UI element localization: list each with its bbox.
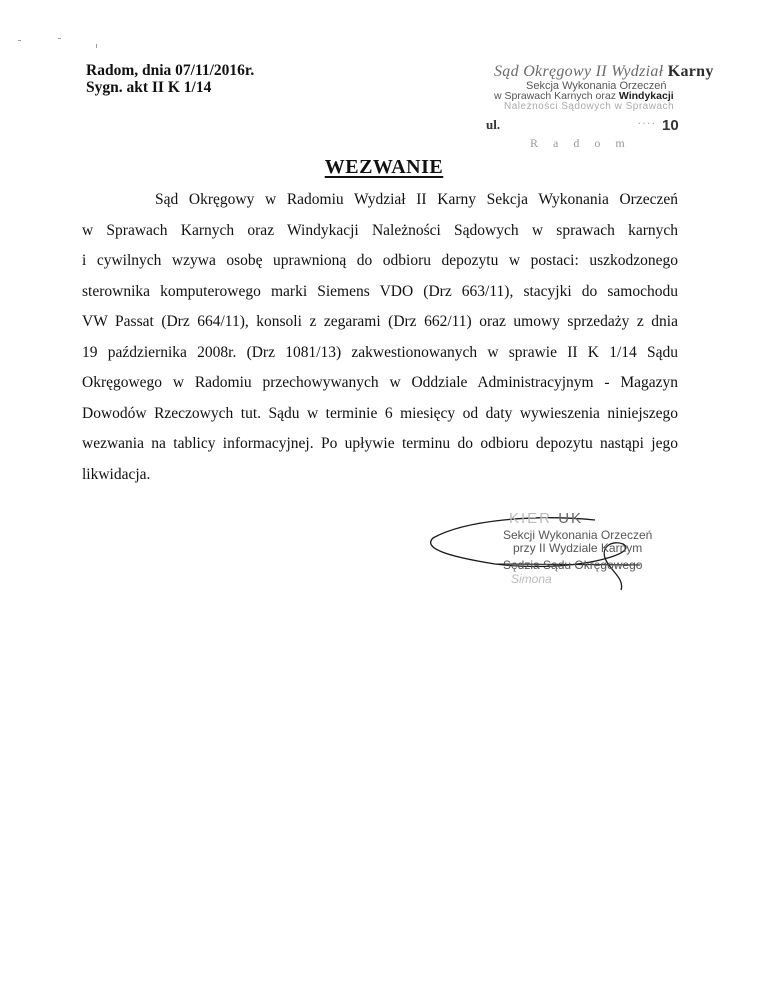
signature-stamp <box>425 508 685 598</box>
body-line: w Sprawach Karnych oraz Windykacji Należności Sądowych w sprawach karnych <box>82 221 678 239</box>
stamp-line-section: Sekcja Wykonania Orzeczeń <box>526 80 667 92</box>
signature-section: Sekcji Wykonania Orzeczeń <box>503 528 653 542</box>
place-and-date: Radom, dnia 07/11/2016r. <box>86 62 255 79</box>
stamp-address-faded: · · · · <box>638 119 655 128</box>
stamp-line-scope-continued: Należności Sądowych w Sprawach <box>504 101 675 112</box>
body-line: likwidacja. <box>82 465 151 483</box>
scan-speck <box>96 44 97 48</box>
body-line: Okręgowego w Radomiu przechowywanych w Oddziale Administracyjnym - Magazyn <box>82 374 678 391</box>
document-header <box>86 62 254 96</box>
stamp-scope-bold: Windykacji <box>618 90 674 102</box>
scan-speck <box>18 40 21 41</box>
body-line: i cywilnych wzywa osobę uprawnioną do odbioru depozytu w postaci: uszkodzonego <box>82 252 678 269</box>
stamp-address-number: 10 <box>662 117 679 134</box>
signature-title <box>509 510 583 527</box>
stamp-line-address <box>486 117 686 133</box>
body-line: Sąd Okręgowy w Radomiu Wydział II Karny Sekcja Wykonania Orzeczeń <box>155 191 678 208</box>
signature-rank: Sędzia Sądu Okręgowego <box>503 558 643 572</box>
stamp-address-label: ul. <box>486 117 501 132</box>
stamp-scope-faint: w Sprawach Karnych oraz <box>494 90 616 102</box>
document-title <box>0 156 768 179</box>
body-line: 19 października 2008r. (Drz 1081/13) zakwestionowanych w sprawie II K 1/14 Sądu <box>82 343 678 361</box>
body-line: Dowodów Rzeczowych tut. Sądu w terminie 6 miesięcy od daty wywieszenia niniejszego <box>82 404 678 422</box>
summons-body <box>82 185 678 490</box>
case-number: Sygn. akt II K 1/14 <box>86 79 212 96</box>
signature-department: przy II Wydziale Karnym <box>513 541 643 555</box>
signature-title-dark: UK <box>558 510 584 527</box>
scan-speck <box>58 38 61 39</box>
signature-name: Simona <box>511 572 552 586</box>
body-line: wezwania na tablicy informacyjnej. Po upływie terminu do odbioru depozytu nastąpi jego <box>82 435 678 452</box>
stamp-court-name: Sąd Okręgowy II Wydział <box>494 63 664 80</box>
stamp-line-court <box>494 63 714 81</box>
document-title-text: WEZWANIE <box>324 156 444 178</box>
body-line: sterownika komputerowego marki Siemens VDO (Drz 663/11), stacyjki do samochodu <box>82 282 678 300</box>
stamp-line-city: R a d o m <box>530 136 631 150</box>
signature-title-faint: KIER <box>509 510 553 527</box>
body-line: VW Passat (Drz 664/11), konsoli z zegarami (Drz 662/11) oraz umowy sprzedaży z dnia <box>82 313 678 330</box>
stamp-department: Karny <box>667 63 714 80</box>
